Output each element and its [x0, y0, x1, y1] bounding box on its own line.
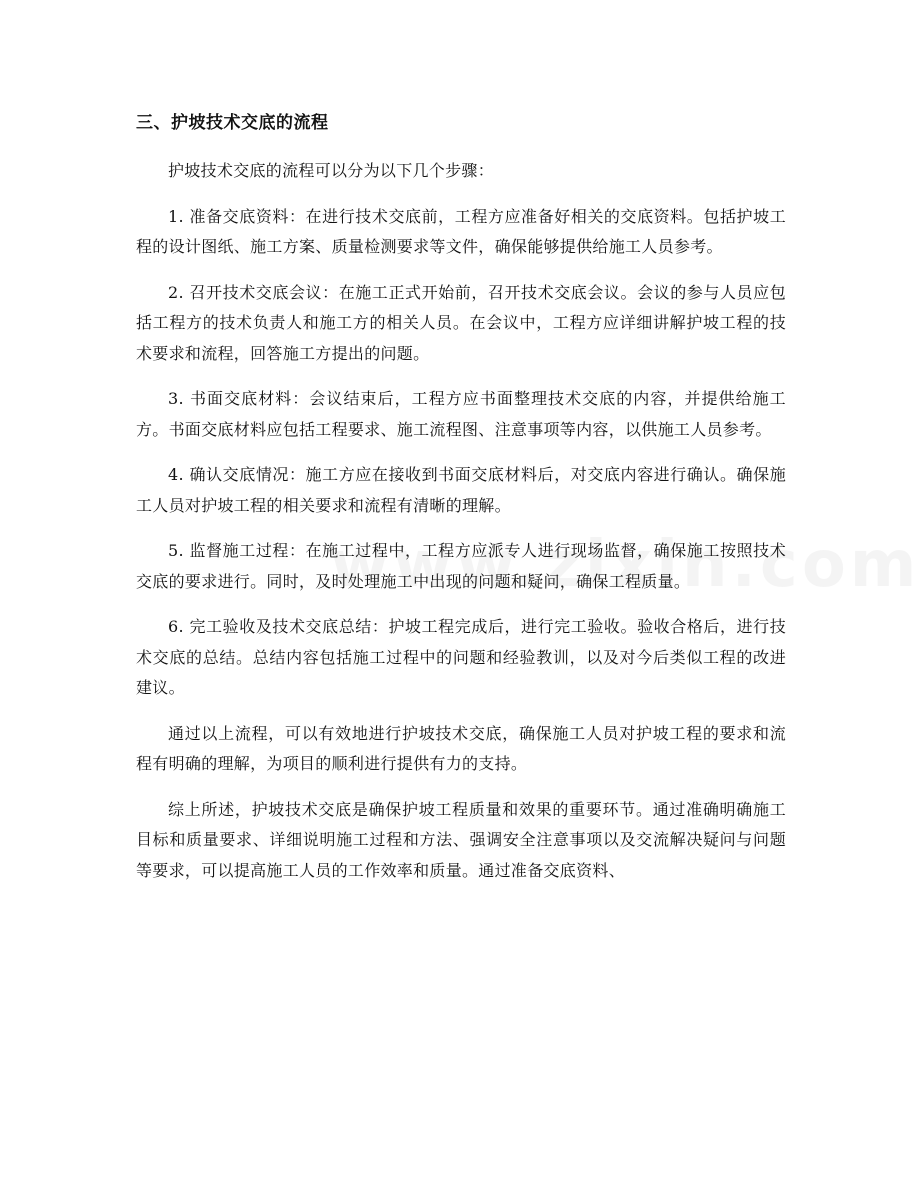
- section-heading: 三、护坡技术交底的流程: [136, 113, 329, 133]
- conclusion-paragraph: 综上所述，护坡技术交底是确保护坡工程质量和效果的重要环节。通过准确明确施工目标和质量要求、详细说明施工过程和方法、强调安全注意事项以及交流解决疑问与问题等要求，可以提高施工人员的工作效率和质量。通过准备交底资料、: [136, 799, 786, 880]
- step-4-paragraph: 4. 确认交底情况：施工方应在接收到书面交底材料后，对交底内容进行确认。确保施工人员对护坡工程的相关要求和流程有清晰的理解。: [136, 465, 786, 515]
- step-3-paragraph: 3. 书面交底材料：会议结束后，工程方应书面整理技术交底的内容，并提供给施工方。书面交底材料应包括工程要求、施工流程图、注意事项等内容，以供施工人员参考。: [136, 389, 786, 439]
- step-5-paragraph: 5. 监督施工过程：在施工过程中，工程方应派专人进行现场监督，确保施工按照技术交底的要求进行。同时，及时处理施工中出现的问题和疑问，确保工程质量。: [136, 541, 786, 591]
- document-page: [136, 108, 786, 901]
- step-2-paragraph: 2. 召开技术交底会议：在施工正式开始前，召开技术交底会议。会议的参与人员应包括工程方的技术负责人和施工方的相关人员。在会议中，工程方应详细讲解护坡工程的技术要求和流程，回答施工方提出的问题。: [136, 282, 786, 363]
- intro-paragraph: 护坡技术交底的流程可以分为以下几个步骤：: [168, 161, 495, 180]
- step-6-paragraph: 6. 完工验收及技术交底总结：护坡工程完成后，进行完工验收。验收合格后，进行技术交底的总结。总结内容包括施工过程中的问题和经验教训，以及对今后类似工程的改进建议。: [136, 617, 786, 697]
- step-1-paragraph: 1. 准备交底资料：在进行技术交底前，工程方应准备好相关的交底资料。包括护坡工程的设计图纸、施工方案、质量检测要求等文件，确保能够提供给施工人员参考。: [136, 206, 786, 256]
- summary-paragraph: 通过以上流程，可以有效地进行护坡技术交底，确保施工人员对护坡工程的要求和流程有明确的理解，为项目的顺利进行提供有力的支持。: [136, 723, 786, 773]
